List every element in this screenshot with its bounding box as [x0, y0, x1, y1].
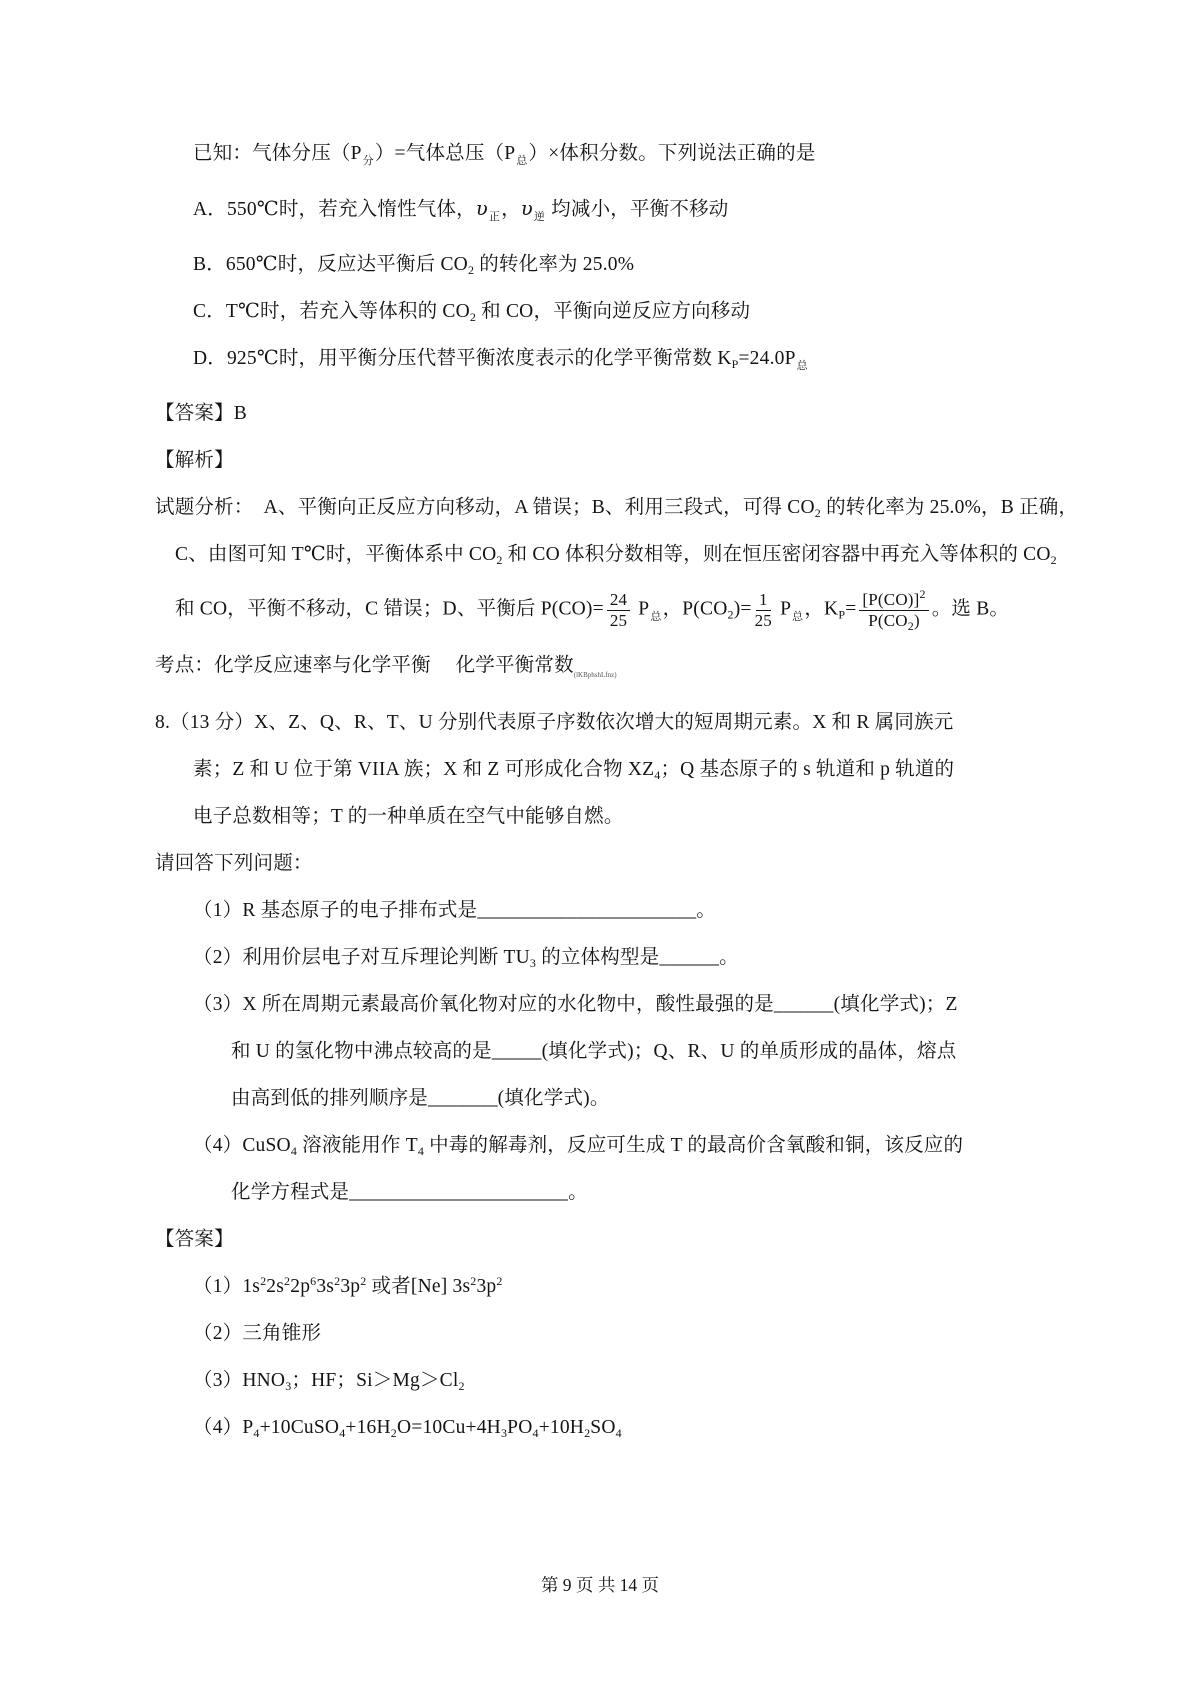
answer-1: $(1)1s^22s^22p^63s^23p^2$ 或者[Ne] $3s^23p^2$	[193, 1274, 503, 1298]
subscript: 2	[727, 607, 734, 622]
answer-2: （2）三角锥形	[193, 1323, 322, 1345]
subscript: 2	[814, 506, 821, 520]
cn-subscript: 总	[650, 610, 662, 623]
fraction	[755, 590, 772, 630]
fraction-numerator: 24	[607, 590, 630, 611]
subscript: 2	[496, 553, 503, 567]
q8-sub4-line1: （4）CuSO$_4$ 溶液能用作 $T_4$ 中毒的解毒剂，反应可生成 T 的最高价含氧酸和铜，该反应的	[193, 1135, 964, 1159]
prompt-line: 请回答下列问题：	[155, 853, 313, 875]
subscript: 4	[253, 1426, 260, 1441]
fraction-numerator: $[P(CO)]^2$	[859, 590, 928, 611]
option-b: B．650℃时，反应达平衡后 $CO_2$ 的转化率为 25.0%	[193, 254, 635, 277]
subscript: 2	[458, 1379, 465, 1394]
text-fragment: υ	[520, 197, 533, 220]
analysis-label: 【解析】	[155, 450, 234, 471]
subscript: 2	[584, 1426, 591, 1441]
cn-subscript: 逆	[533, 211, 546, 223]
tiny-watermark-text: (lKBphshLfnz)	[573, 671, 617, 680]
subscript: 4	[339, 1426, 346, 1441]
q8-sub1: （1）R 基态原子的电子排布式是______________________。	[193, 900, 716, 922]
subscript: 4	[417, 1144, 425, 1159]
analysis-line-1: 试题分析： A、平衡向正反应方向移动，A 错误；B、利用三段式，可得 $CO_2$ 的转化率为 25.0%，B 正确，	[155, 497, 1079, 520]
document-lines	[155, 142, 1145, 1463]
subscript: 2	[467, 263, 475, 277]
answer-label-q7: 【答案】B	[155, 403, 248, 424]
subscript: 4	[615, 1426, 622, 1441]
text-fragment: 25	[609, 610, 628, 630]
superscript: 2	[470, 1274, 477, 1289]
cn-subscript: 总	[516, 155, 528, 167]
subscript: 2	[390, 1426, 397, 1441]
page-footer: 第 9 页 共 14 页	[540, 1575, 660, 1595]
answer-section-label: 【答案】	[155, 1229, 234, 1251]
q8-sub4-line2: 化学方程式是______________________。	[231, 1182, 588, 1204]
answer-4: $(4)P_4+10CuSO_4+16H_2O=10Cu+4H_3PO_4+10H_2SO_4$	[193, 1417, 622, 1441]
option-d: D．925℃时，用平衡分压代替平衡浓度表示的化学平衡常数 $K_P=24.0P_总$	[193, 348, 808, 372]
subscript: 4	[290, 1144, 298, 1159]
option-c: C．T℃时，若充入等体积的 $CO_2$ 和 CO，平衡向逆反应方向移动	[193, 301, 751, 324]
text-fragment: 25	[754, 610, 773, 630]
q8-sub3-line2: 和 U 的氢化物中沸点较高的是_____(填化学式)；Q、R、U 的单质形成的晶体，熔点	[231, 1041, 957, 1063]
given-info-line: 已知：气体分压$(P_分)=$气体总压$(P_总)\times$体积分数。下列说法正确的是	[193, 143, 816, 167]
cn-subscript: 总	[796, 360, 808, 372]
subscript: P	[731, 357, 739, 371]
subscript: 3	[285, 1379, 292, 1394]
subscript: 2	[1050, 553, 1057, 567]
subscript: 2	[907, 618, 914, 633]
superscript: 2	[919, 587, 926, 601]
subscript: 4	[654, 768, 661, 783]
option-a: A．550℃时，若充入惰性气体，$\upsilon_正$，$\upsilon_逆$ 均减小，平衡不移动	[193, 197, 729, 223]
superscript: 2	[334, 1274, 341, 1289]
fraction	[859, 587, 928, 633]
superscript: 6	[310, 1274, 317, 1289]
subscript: 4	[532, 1426, 539, 1441]
q8-sub3-line3: 由高到低的排列顺序是_______(填化学式)。	[231, 1088, 610, 1110]
cn-subscript: 总	[792, 610, 804, 623]
subscript: 2	[469, 310, 477, 324]
cn-subscript: 正	[488, 211, 501, 223]
text-fragment: υ	[475, 197, 488, 220]
text-fragment: $P(CO_2)$	[868, 610, 920, 633]
fraction-numerator: 1	[756, 590, 771, 611]
superscript: 2	[360, 1274, 367, 1289]
subscript: P	[838, 607, 846, 622]
question-8-line-2: 素；Z 和 U 位于第 VIIA 族；X 和 Z 可形成化合物 $XZ_4$；Q 基态原子的 s 轨道和 p 轨道的	[193, 759, 955, 783]
question-8-line-1: 8.（13 分）X、Z、Q、R、T、U 分别代表原子序数依次增大的短周期元素。X 和 R 属同族元	[155, 712, 954, 734]
answer-3: $(3)HNO_3$；HF；$Si>Mg>Cl_2$	[193, 1370, 465, 1394]
cn-subscript: 分	[362, 155, 374, 167]
superscript: 2	[496, 1274, 503, 1289]
subscript: 3	[500, 1426, 508, 1441]
q8-sub3-line1: （3）X 所在周期元素最高价氧化物对应的水化物中，酸性最强的是______(填化学式)；Z	[193, 994, 958, 1016]
question-8-line-3: 电子总数相等；T 的一种单质在空气中能够自燃。	[193, 806, 624, 828]
q8-sub2: （2）利用价层电子对互斥理论判断 $TU_3$ 的立体构型是______。	[193, 947, 739, 971]
analysis-line-2: C、由图可知 T℃时，平衡体系中 $CO_2$ 和 CO 体积分数相等，则在恒压密闭容器中再充入等体积的 $CO_2$	[175, 544, 1057, 567]
fraction	[607, 590, 630, 630]
superscript: 2	[260, 1274, 267, 1289]
analysis-line-3: 和 CO，平衡不移动，C 错误；D、平衡后 P(CO)= $\frac{24}{25}$ $P_总$，$P(CO_2)=$ $\frac{1}{25}$ $P_总$，$K_P=$ $\frac{[P(CO)]^2}{P(CO_2)}$ 。选 B。	[175, 587, 1010, 633]
superscript: 2	[284, 1274, 291, 1289]
exam-point-line: 考点：化学反应速率与化学平衡 化学平衡常数$_{(lKBphshLfnz)}$	[155, 655, 617, 680]
subscript: 3	[529, 956, 537, 971]
